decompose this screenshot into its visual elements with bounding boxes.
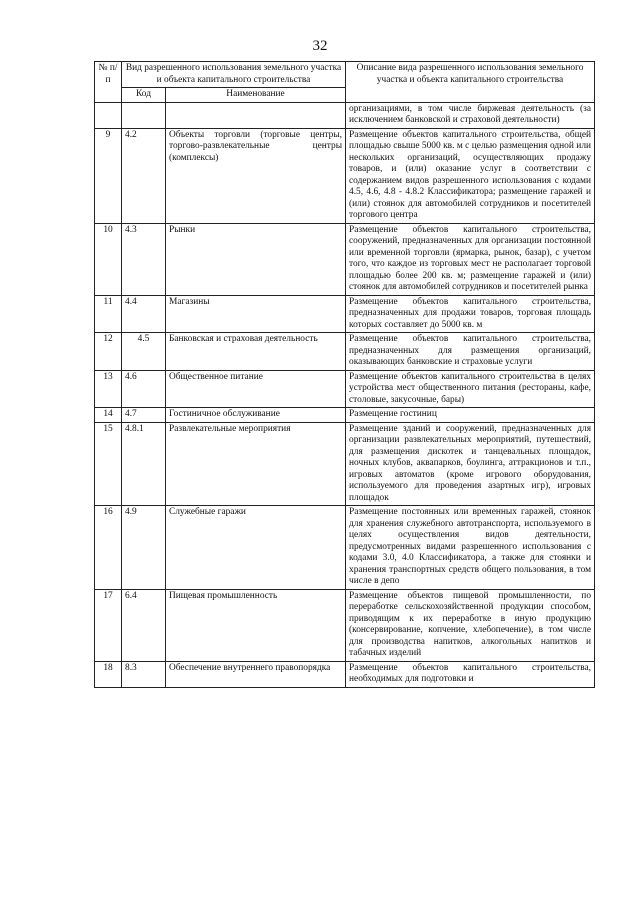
table-row bbox=[95, 333, 595, 371]
cell-description: Размещение объектов капитального строительства, сооружений, предназначенных для организации постоянной или временной торговли (ярмарка, рынок, базар), с учетом того, что каждое из торговых мест не располагает торговой площадью более 200 кв. м; размещение гаражей и (или) стоянок для автомобилей сотрудников и посетителей рынка bbox=[346, 223, 595, 295]
cell-name: Банковская и страховая деятельность bbox=[166, 333, 346, 371]
header-group: Вид разрешенного использования земельного участка и объекта капитального строительства bbox=[122, 62, 346, 88]
cell-code: 4.9 bbox=[122, 506, 166, 590]
table-row bbox=[95, 422, 595, 506]
cell-description: Размещение объектов капитального строительства, общей площадью свыше 5000 кв. м с целью размещения одной или нескольких организаций, осуществляющих продажу товаров, и (или) оказание услуг в соответствии с содержанием видов разрешенного использования с кодами 4.5, 4.6, 4.8 - 4.8.2 Классификатора; размещение гаражей и (или) стоянок для автомобилей сотрудников и посетителей торгового центра bbox=[346, 128, 595, 223]
cell-name: Объекты торговли (торговые центры, торгово-развлекательные центры (комплексы) bbox=[166, 128, 346, 223]
cell-description: Размещение объектов капитального строительства, предназначенных для продажи товаров, торговая площадь которых составляет до 5000 кв. м bbox=[346, 295, 595, 333]
cell-num: 17 bbox=[95, 589, 122, 661]
cell-description: Размещение объектов капитального строительства в целях устройства мест общественного питания (рестораны, кафе, столовые, закусочные, бары) bbox=[346, 370, 595, 408]
cell-code: 4.2 bbox=[122, 128, 166, 223]
cell-description: Размещение постоянных или временных гаражей, стоянок для хранения служебного автотранспорта, используемого в целях осуществления видов деятельности, предусмотренных видами разрешенного использования с кодами 3.0, 4.0 Классификатора, а также для стоянки и хранения транспортных средств общего пользования, в том числе в депо bbox=[346, 506, 595, 590]
page-number: 32 bbox=[312, 38, 328, 54]
cell-name: Рынки bbox=[166, 223, 346, 295]
cell-name: Гостиничное обслуживание bbox=[166, 408, 346, 423]
cell-num: 12 bbox=[95, 333, 122, 371]
header-description: Описание вида разрешенного использования земельного участка и объекта капитального строительства bbox=[346, 62, 595, 103]
table-header-row bbox=[95, 62, 595, 88]
cell-num: 15 bbox=[95, 422, 122, 506]
cell-num: 13 bbox=[95, 370, 122, 408]
cell-num: 18 bbox=[95, 661, 122, 687]
cell-name: Служебные гаражи bbox=[166, 506, 346, 590]
header-code: Код bbox=[122, 88, 166, 103]
table-row bbox=[95, 661, 595, 687]
table-row bbox=[95, 295, 595, 333]
cell-code: 4.6 bbox=[122, 370, 166, 408]
table-row bbox=[95, 589, 595, 661]
cell-code: 4.8.1 bbox=[122, 422, 166, 506]
cell-code: 4.7 bbox=[122, 408, 166, 423]
cell-code: 8.3 bbox=[122, 661, 166, 687]
cell-code: 4.5 bbox=[122, 333, 166, 371]
cell-name: Обеспечение внутреннего правопорядка bbox=[166, 661, 346, 687]
cell-name: Магазины bbox=[166, 295, 346, 333]
cell-num: 11 bbox=[95, 295, 122, 333]
table-row bbox=[95, 223, 595, 295]
cell-description: Размещение объектов капитального строительства, необходимых для подготовки и bbox=[346, 661, 595, 687]
land-use-table bbox=[94, 61, 595, 688]
table-row bbox=[95, 370, 595, 408]
cell-num: 14 bbox=[95, 408, 122, 423]
table-row bbox=[95, 128, 595, 223]
cell-num: 16 bbox=[95, 506, 122, 590]
cell-name: Развлекательные мероприятия bbox=[166, 422, 346, 506]
cell-description: организациями, в том числе биржевая деятельность (за исключением банковской и страховой деятельности) bbox=[346, 102, 595, 128]
cell-code: 4.4 bbox=[122, 295, 166, 333]
table-row-continuation bbox=[95, 102, 595, 128]
header-num: № п/п bbox=[95, 62, 122, 103]
cell-num bbox=[95, 102, 122, 128]
cell-num: 10 bbox=[95, 223, 122, 295]
cell-num: 9 bbox=[95, 128, 122, 223]
cell-code: 4.3 bbox=[122, 223, 166, 295]
header-name: Наименование bbox=[166, 88, 346, 103]
cell-description: Размещение объектов пищевой промышленности, по переработке сельскохозяйственной продукции способом, приводящим к их переработке в иную продукцию (консервирование, копчение, хлебопечение), в том числе для производства напитков, алкогольных напитков и табачных изделий bbox=[346, 589, 595, 661]
table-row bbox=[95, 506, 595, 590]
cell-name: Пищевая промышленность bbox=[166, 589, 346, 661]
cell-description: Размещение гостиниц bbox=[346, 408, 595, 423]
cell-code: 6.4 bbox=[122, 589, 166, 661]
cell-code bbox=[122, 102, 166, 128]
cell-description: Размещение объектов капитального строительства, предназначенных для размещения организаций, оказывающих банковские и страховые услуги bbox=[346, 333, 595, 371]
cell-description: Размещение зданий и сооружений, предназначенных для организации развлекательных мероприятий, путешествий, для размещения дискотек и танцевальных площадок, ночных клубов, аквапарков, боулинга, аттракционов и т.п., игровых автоматов (кроме игрового оборудования, используемого для проведения азартных игр), игровых площадок bbox=[346, 422, 595, 506]
cell-name bbox=[166, 102, 346, 128]
cell-name: Общественное питание bbox=[166, 370, 346, 408]
table-row bbox=[95, 408, 595, 423]
